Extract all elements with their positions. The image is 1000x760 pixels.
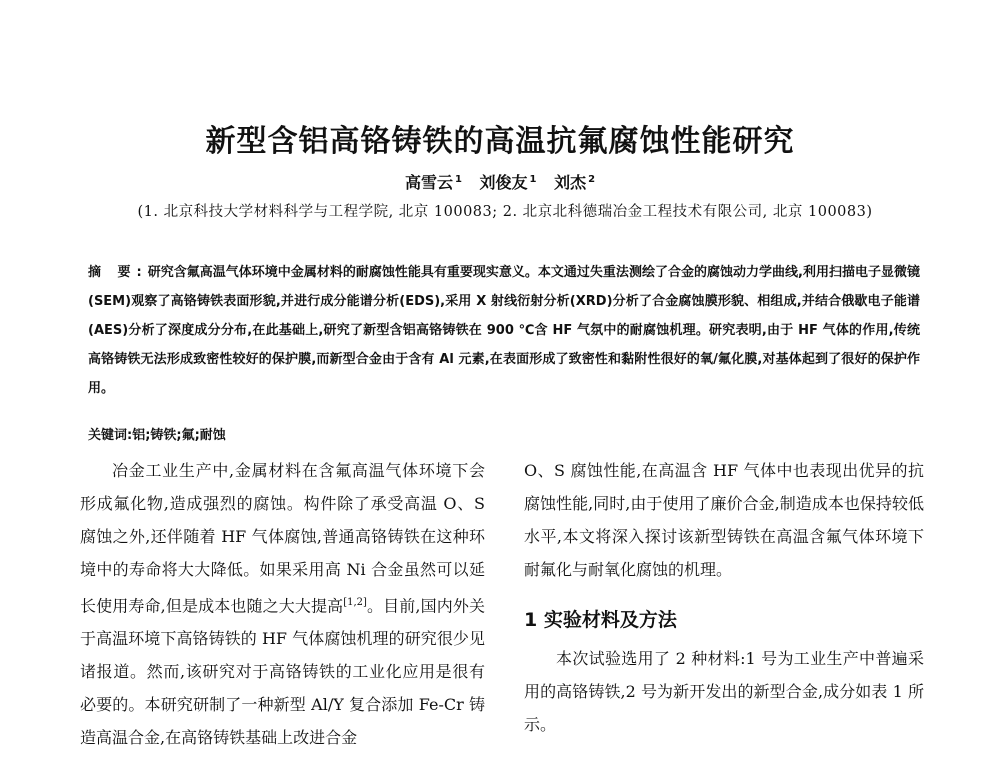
author-name: 高雪云: [404, 173, 453, 192]
affiliation: (1. 北京科技大学材料科学与工程学院, 北京 100083; 2. 北京北科德瑞冶金工程技术有限公司, 北京 100083): [137, 204, 873, 220]
keywords-text: 铝;铸铁;氟;耐蚀: [132, 428, 226, 443]
author-name: 刘杰: [554, 173, 587, 192]
author: [405, 173, 462, 192]
author-affiliation-mark: 1: [454, 173, 462, 185]
body-paragraph: O、S 腐蚀性能,在高温含 HF 气体中也表现出优异的抗腐蚀性能,同时,由于使用了廉价合金,制造成本也保持较低水平,本文将深入探讨该新型铸铁在高温含氟气体环境下耐氟化与耐氧化腐蚀的机理。: [524, 461, 924, 579]
section-heading: 1 实验材料及方法: [524, 609, 677, 631]
paragraph-text: 。目前,国内外关于高温环境下高铬铸铁的 HF 气体腐蚀机理的研究很少见诸报道。然而,该研究对于高铬铸铁的工业化应用是很有必要的。本研究研制了一种新型 Al/Y 复合添加 Fe-Cr 铸造高温合金,在高铬铸铁基础上改进合金: [80, 596, 485, 748]
author: [480, 173, 537, 192]
keywords: [88, 424, 920, 443]
paper-title: 新型含铝高铬铸铁的高温抗氟腐蚀性能研究: [205, 124, 795, 159]
body-paragraph: 本次试验选用了 2 种材料:1 号为工业生产中普遍采用的高铬铸铁,2 号为新开发出的新型合金,成分如表 1 所示。: [524, 649, 924, 734]
keywords-label: 关键词:: [88, 428, 133, 443]
body-paragraph: [80, 454, 485, 754]
body-column-right: [524, 454, 924, 741]
author: [554, 173, 595, 192]
abstract-label: 摘 要:: [88, 265, 148, 280]
body-column-left: [80, 454, 485, 754]
abstract-text: 研究含氟高温气体环境中金属材料的耐腐蚀性能具有重要现实意义。本文通过失重法测绘了合金的腐蚀动力学曲线,利用扫描电子显微镜(SEM)观察了高铬铸铁表面形貌,并进行成分能谱分析(EDS),采用 X 射线衍射分析(XRD)分析了合金腐蚀膜形貌、相组成,并结合俄歇电子能谱(AES)分析了深度成分分布,在此基础上,研究了新型含铝高铬铸铁在 900 ℃含 HF 气氛中的耐腐蚀机理。研究表明,由于 HF 气体的作用,传统高铬铸铁无法形成致密性较好的保护膜,而新型合金由于含有 Al 元素,在表面形成了致密性和黏附性很好的氧/氟化膜,对基体起到了很好的保护作用。: [88, 265, 920, 396]
author-name: 刘俊友: [479, 173, 528, 192]
author-list: [0, 170, 1000, 193]
citation-ref: [1,2]: [343, 597, 367, 608]
author-affiliation-mark: 1: [529, 173, 537, 185]
author-affiliation-mark: 2: [588, 173, 596, 185]
abstract: [88, 258, 920, 403]
paragraph-text: 冶金工业生产中,金属材料在含氟高温气体环境下会形成氟化物,造成强烈的腐蚀。构件除了承受高温 O、S 腐蚀之外,还伴随着 HF 气体腐蚀,普通高铬铸铁在这种环境中的寿命将大大降低。如果采用高 Ni 合金虽然可以延长使用寿命,但是成本也随之大大提高: [80, 461, 485, 616]
